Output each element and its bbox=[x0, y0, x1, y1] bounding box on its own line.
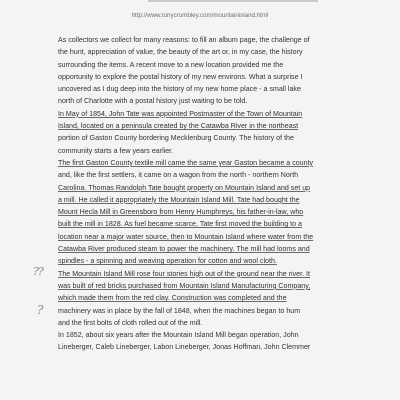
text-line: In 1852, about six years after the Mountain Island Mill began operation, John bbox=[58, 331, 299, 340]
underlined-text-line: location near a major water source, then to Mountain Island where water from the bbox=[58, 232, 314, 241]
underlined-text-line: In May of 1854, John Tate was appointed Postmaster of the Town of Mountain bbox=[58, 109, 303, 118]
underlined-text-line: The Mountain Island Mill rose four stories high out of the ground near the river. It bbox=[58, 269, 310, 278]
text-line: As collectors we collect for many reasons: to fill an album page, the challenge of bbox=[58, 36, 310, 44]
article-body bbox=[58, 34, 378, 354]
text-line: opportunity to explore the postal history of my new environs. What a surprise I bbox=[58, 72, 303, 81]
margin-note-question-mark: ? bbox=[37, 303, 44, 317]
underlined-text-line: which made them from the red clay. Construction was completed and the bbox=[58, 294, 287, 303]
underlined-text-line: Mount Hecla Mill in Greensboro from Henry Humphreys, his father-in-law, who bbox=[58, 208, 304, 217]
text-line: north of Charlotte with a postal history just waiting to be told. bbox=[58, 97, 248, 106]
text-line: and the first bolts of cloth rolled out of the mill. bbox=[58, 318, 203, 327]
underlined-text-line: The first Gaston County textile mill came the same year Gaston became a county bbox=[58, 158, 314, 167]
text-line: community starts a few years earlier. bbox=[58, 146, 174, 155]
underlined-text-line: built the mill in 1828. As fuel became scarce, Tate first moved the building to a bbox=[58, 220, 302, 229]
underlined-text-line: Island, located on a peninsula created by the Catawba River in the northeast bbox=[58, 122, 299, 131]
underlined-text-line: spindles - a spinning and weaving operation for cotton and wool cloth. bbox=[58, 257, 277, 266]
text-line: and, like the first settlers, it came on a wagon from the north - northern North bbox=[58, 171, 299, 180]
text-line: the hunt, appreciation of value, the beauty of the art or, in my case, the history bbox=[58, 48, 303, 57]
text-line: Lineberger, Caleb Lineberger, Labon Lineberger, Jonas Hoffman, John Clemmer bbox=[58, 343, 311, 352]
underlined-text-line: Carolina. Thomas Randolph Tate bought property on Mountain Island and set up bbox=[58, 183, 311, 192]
underlined-text-line: Catawba River produced steam to power the machinery. The mill had looms and bbox=[58, 245, 310, 254]
source-url: http://www.tonycrumbley.com/mountainisland.html bbox=[131, 12, 269, 19]
underlined-text-line: a mill. He called it appropriately the Mountain Island Mill. Tate had bought the bbox=[58, 195, 300, 204]
underlined-text-line: was built of red bricks purchased from Mountain Island Manufacturing Company, bbox=[58, 281, 311, 290]
text-line: uncovered as I dug deep into the history of my new home place - a small lake bbox=[58, 85, 301, 94]
text-line: machinery was in place by the fall of 1848, when the machines began to hum bbox=[58, 306, 301, 315]
text-line: surrounding the items. A recent move to a new location provided me the bbox=[58, 60, 284, 69]
top-edge-line bbox=[148, 0, 318, 2]
margin-note-question-marks: ?? bbox=[33, 265, 43, 278]
text-line: portion of Gaston County bordering Mecklenburg County. The history of the bbox=[58, 134, 294, 143]
